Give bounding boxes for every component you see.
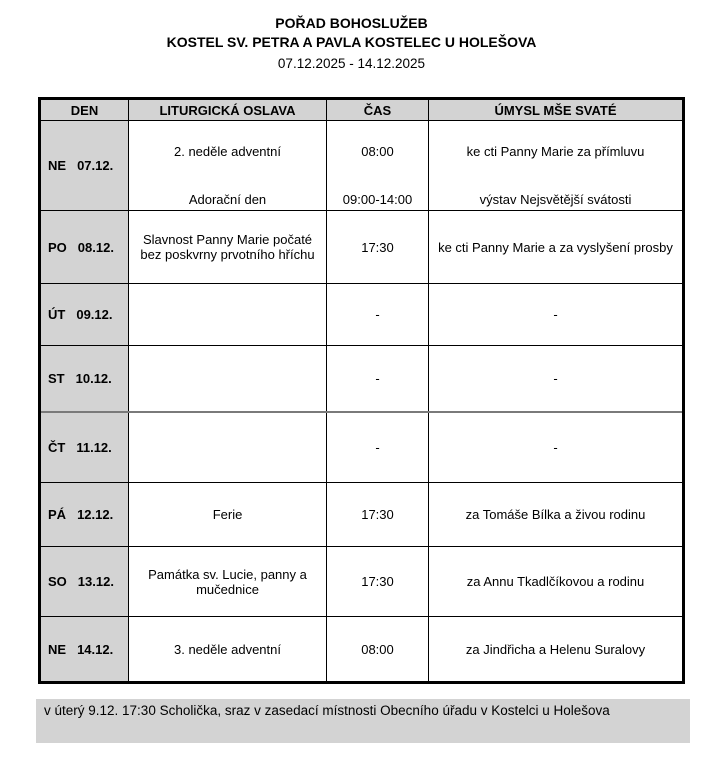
day-date: 11.12. — [76, 439, 112, 455]
table-row — [40, 547, 684, 617]
table-header — [40, 99, 684, 121]
time-line: 09:00-14:00 — [342, 191, 413, 207]
celebration-cell: Ferie — [129, 483, 327, 547]
time-cell: - — [327, 412, 429, 483]
day-cell — [40, 346, 129, 412]
intention-cell: ke cti Panny Marie a za vyslyšení prosby — [429, 211, 684, 284]
date-range: 07.12.2025 - 14.12.2025 — [277, 56, 426, 71]
intention-cell: - — [429, 346, 684, 412]
intention-cell — [429, 121, 684, 211]
column-header-celebration: LITURGICKÁ OSLAVA — [129, 99, 327, 121]
day-abbr: NE — [48, 158, 67, 173]
table-row — [40, 211, 684, 284]
time-cell: 17:30 — [327, 547, 429, 617]
time-cell: 17:30 — [327, 483, 429, 547]
column-header-intention: ÚMYSL MŠE SVATÉ — [429, 99, 684, 121]
day-abbr: ČT — [48, 439, 66, 455]
celebration-lines — [133, 125, 322, 207]
celebration-cell — [129, 346, 327, 412]
day-date: 14.12. — [77, 641, 114, 657]
intention-cell: za Jindřicha a Helenu Suralovy — [429, 617, 684, 683]
header-row — [40, 99, 684, 121]
table-row — [40, 346, 684, 412]
time-line: 08:00 — [361, 143, 394, 159]
day-abbr: PÁ — [48, 507, 67, 522]
day-date: 09.12. — [76, 307, 113, 322]
celebration-cell: Památka sv. Lucie, panny a mučednice — [129, 547, 327, 617]
schedule-table — [38, 97, 685, 684]
day-cell — [40, 483, 129, 547]
table-row — [40, 412, 684, 483]
day-date: 13.12. — [77, 574, 114, 589]
intention-cell: - — [429, 412, 684, 483]
day-cell — [40, 284, 129, 346]
celebration-cell — [129, 284, 327, 346]
intention-lines — [433, 125, 678, 207]
table-row — [40, 284, 684, 346]
intention-cell: za Annu Tkadlčíkovou a rodinu — [429, 547, 684, 617]
table-row — [40, 121, 684, 211]
day-date: 10.12. — [75, 370, 112, 386]
day-abbr: ST — [48, 370, 65, 386]
day-cell — [40, 121, 129, 211]
footer-note: v úterý 9.12. 17:30 Scholička, sraz v zasedací místnosti Obecního úřadu v Kostelci u Holešova — [36, 699, 690, 743]
day-abbr: ÚT — [48, 307, 66, 322]
celebration-cell: 3. neděle adventní — [129, 617, 327, 683]
celebration-line: Adorační den — [188, 191, 267, 207]
time-cell — [327, 121, 429, 211]
page-title: POŘAD BOHOSLUŽEB — [275, 15, 428, 31]
day-cell — [40, 547, 129, 617]
time-cell: - — [327, 346, 429, 412]
day-cell — [40, 617, 129, 683]
column-header-time: ČAS — [327, 99, 429, 121]
day-date: 08.12. — [77, 239, 114, 255]
table-row — [40, 617, 684, 683]
celebration-line: 2. neděle adventní — [174, 143, 281, 159]
table-body — [40, 121, 684, 683]
document-header — [0, 0, 703, 73]
intention-line: výstav Nejsvětější svátosti — [479, 191, 632, 207]
day-abbr: SO — [48, 574, 67, 589]
time-cell: 17:30 — [327, 211, 429, 284]
day-cell — [40, 211, 129, 284]
day-cell — [40, 412, 129, 483]
day-date: 12.12. — [77, 507, 114, 522]
intention-cell: za Tomáše Bílka a živou rodinu — [429, 483, 684, 547]
celebration-cell — [129, 121, 327, 211]
column-header-day: DEN — [40, 99, 129, 121]
celebration-cell — [129, 412, 327, 483]
day-abbr: NE — [48, 641, 67, 657]
intention-cell: - — [429, 284, 684, 346]
intention-line: ke cti Panny Marie za přímluvu — [466, 143, 645, 159]
time-cell: - — [327, 284, 429, 346]
page-subtitle: KOSTEL SV. PETRA A PAVLA KOSTELEC U HOLEŠOVA — [166, 34, 537, 50]
table-row — [40, 483, 684, 547]
time-cell: 08:00 — [327, 617, 429, 683]
day-date: 07.12. — [77, 158, 114, 173]
day-abbr: PO — [48, 239, 67, 255]
celebration-cell: Slavnost Panny Marie počaté bez poskvrny prvotního hříchu — [129, 211, 327, 284]
time-lines — [331, 125, 424, 207]
